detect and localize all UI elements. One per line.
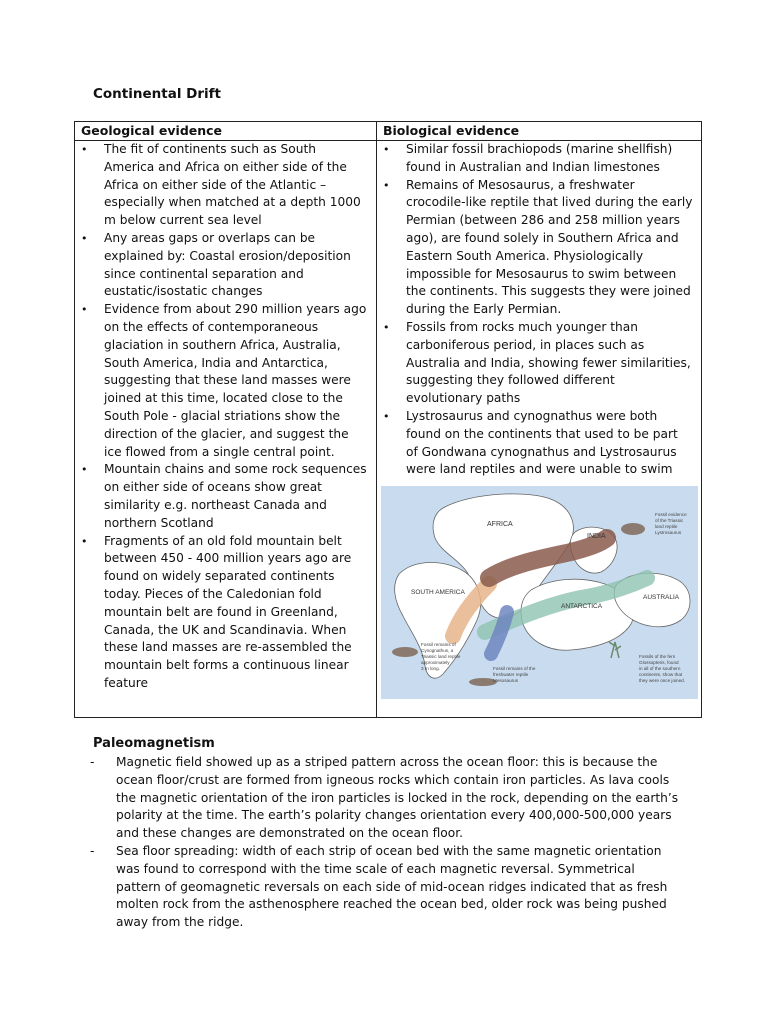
paleomagnetism-heading: Paleomagnetism — [93, 736, 215, 751]
list-item: • Evidence from about 290 million years ago on the effects of contemporaneous glaciation in southern Africa, Australia, South America, India and Antarctica, suggesting that these land masses were joined at this time, located close to the South Pole - glacial striations show the direction of the glacier, and suggest the ice flowed from a single central point. — [81, 302, 367, 459]
svg-text:Fossils of the fern: Fossils of the fern — [639, 654, 676, 660]
geological-cell — [75, 141, 377, 718]
list-item: • Lystrosaurus and cynognathus were both found on the continents that used to be part of Gondwana cynognathus and Lystrosaurus were land reptiles and were unable to swim — [383, 408, 678, 477]
svg-text:land reptile: land reptile — [655, 524, 678, 530]
svg-text:Fossil remains of the: Fossil remains of the — [493, 666, 536, 672]
bullet-icon: • — [81, 231, 88, 245]
geological-header: Geological evidence — [75, 122, 377, 141]
label-antarctica: ANTARCTICA — [561, 603, 603, 611]
dash-marker: - — [90, 755, 95, 769]
svg-text:3 m long.: 3 m long. — [421, 666, 440, 672]
svg-text:continents, show that: continents, show that — [639, 672, 683, 678]
svg-text:they were once joined.: they were once joined. — [639, 678, 685, 684]
bullet-icon: • — [81, 463, 88, 477]
svg-text:Glossopteris, found: Glossopteris, found — [639, 660, 679, 666]
biological-list — [377, 141, 701, 479]
bullet-icon: • — [81, 303, 88, 317]
svg-text:Cynognathus, a: Cynognathus, a — [421, 648, 454, 654]
page-title: Continental Drift — [93, 86, 221, 102]
bullet-icon: • — [81, 534, 88, 548]
cynognathus-icon — [392, 647, 418, 657]
table-header-row — [75, 122, 702, 141]
list-item: • Similar fossil brachiopods (marine shellfish) found in Australian and Indian limestones — [383, 142, 673, 174]
list-item: • Fossils from rocks much younger than carboniferous period, in places such as Australia and India, showing fewer similarities, suggesting they followed different evolutionary paths — [383, 319, 691, 406]
svg-text:Fossil remains of: Fossil remains of — [421, 642, 456, 648]
svg-text:Lystrosaurus: Lystrosaurus — [655, 530, 682, 536]
bullet-icon: • — [383, 409, 390, 423]
label-africa: AFRICA — [487, 521, 513, 529]
label-australia: AUSTRALIA — [643, 594, 680, 602]
dash-marker: - — [90, 843, 95, 858]
svg-text:freshwater reptile: freshwater reptile — [493, 672, 529, 678]
svg-text:Mesosaurus: Mesosaurus — [493, 678, 519, 684]
label-india: INDIA — [587, 533, 606, 541]
biological-header: Biological evidence — [377, 122, 702, 141]
geological-list — [75, 141, 376, 693]
list-item: • Mountain chains and some rock sequences on either side of oceans show great similarity e.g. northeast Canada and northern Scotland — [81, 462, 367, 530]
bullet-icon: • — [383, 178, 390, 192]
bullet-icon: • — [81, 143, 88, 156]
list-item: • Fragments of an old fold mountain belt between 450 - 400 million years ago are found on widely separated continents today. Pieces of the Caledonian fold mountain belt are found in Greenland, Canada, the UK and Scandinavia. When these land masses are re-assembled the mountain belt forms a continuous linear feature — [81, 533, 352, 690]
list-item: • Remains of Mesosaurus, a freshwater crocodile-like reptile that lived during the early Permian (between 286 and 258 million years ago), are found solely in Southern Africa and Eastern South America. Physiologically impossible for Mesosaurus to swim between the continents. This suggests they were joined during the Early Permian. — [383, 177, 693, 317]
biological-cell — [377, 141, 702, 718]
svg-text:approximately: approximately — [421, 660, 450, 666]
gondwana-fossil-map — [381, 486, 698, 699]
svg-text:Triassic land reptile: Triassic land reptile — [421, 654, 461, 660]
bullet-icon: • — [383, 143, 390, 156]
lystrosaurus-icon — [621, 523, 645, 535]
label-south-america: SOUTH AMERICA — [411, 589, 465, 597]
list-item: • Any areas gaps or overlaps can be explained by: Coastal erosion/deposition since continental separation and eustatic/isostatic changes — [81, 230, 351, 299]
list-item: • The fit of continents such as South America and Africa on either side of the Africa on either side of the Atlantic – especially when matched at a depth 1000 m below current sea level — [81, 142, 361, 228]
list-item: - Magnetic field showed up as a striped pattern across the ocean floor: this is because the ocean floor/crust are formed from igneous rocks which contain iron particles. As lava cools the magnetic orientation of the iron particles is locked in the rock, depending on the earth’s polarity at the time. The earth’s polarity changes orientation every 400,000-500,000 years and these changes are demonstrated on the ocean floor. — [90, 755, 679, 841]
bullet-icon: • — [383, 320, 390, 334]
paleomagnetism-list — [90, 754, 680, 932]
svg-text:of the Triassic: of the Triassic — [655, 518, 684, 524]
evidence-table — [74, 121, 702, 718]
svg-text:in all of the southern: in all of the southern — [639, 666, 681, 672]
svg-text:Fossil evidence: Fossil evidence — [655, 512, 687, 518]
table-body-row — [75, 141, 702, 718]
list-item: - Sea floor spreading: width of each strip of ocean bed with the same magnetic orientation was found to correspond with the time scale of each magnetic reversal. Symmetrical pattern of geomagnetic reversals on each side of mid-ocean ridges indicated that as fresh molten rock from the asthenosphere reached the ocean bed, older rock was being pushed away from the ridge. — [90, 843, 668, 930]
